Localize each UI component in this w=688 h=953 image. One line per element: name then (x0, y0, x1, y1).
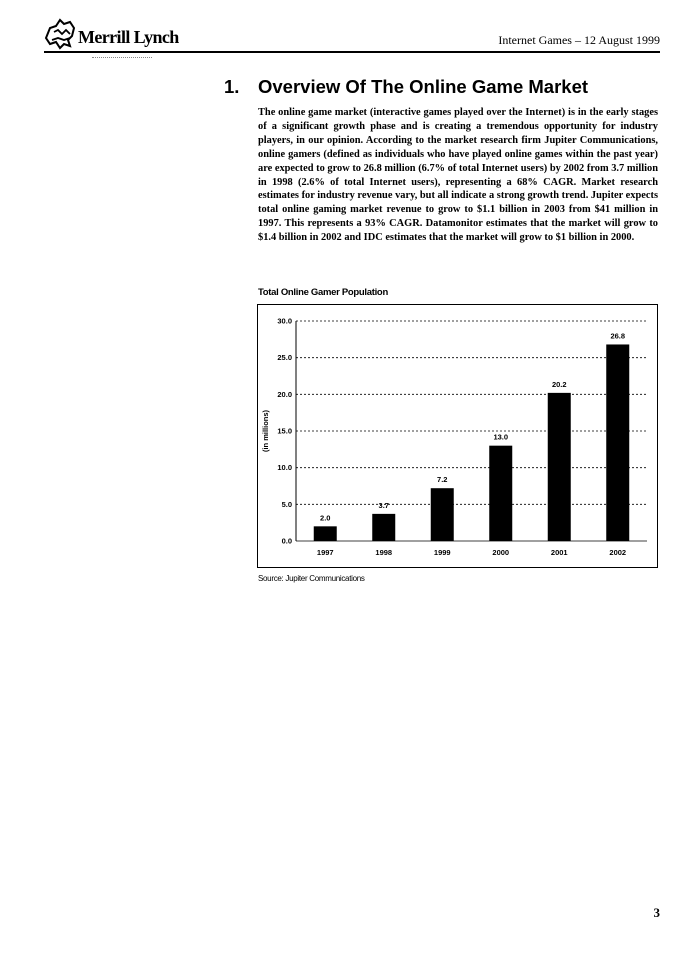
y-axis-label: (in millions) (261, 409, 270, 453)
y-tick-label: 0.0 (281, 536, 292, 546)
report-info: Internet Games – 12 August 1999 (498, 33, 660, 47)
bar-value-label: 20.2 (551, 379, 567, 389)
y-tick-label: 25.0 (277, 353, 292, 363)
bar-value-label: 26.8 (610, 331, 626, 341)
x-tick-label: 1997 (316, 548, 334, 557)
chart-title: Total Online Gamer Population (258, 287, 388, 298)
header-rule (44, 51, 660, 53)
bull-icon (44, 14, 78, 50)
bar (431, 488, 454, 541)
bar-value-label: 3.7 (378, 500, 389, 510)
page-number: 3 (653, 905, 660, 920)
body-paragraph: The online game market (interactive games played over the Internet) is in the early stages of a significant growth phase and is creating a tremendous opportunity for industry players, in our opinion. According to the market research firm Jupiter Communications, online gamers (defined as individuals who have played online games within the past year) are expected to grow to 26.8 million (6.7% of total Internet users) by 2002 from 3.7 million in 1998 (2.6% of total Internet users), representing a 68% CAGR. Market research estimates for industry revenue vary, but all indicate a strong growth trend. Jupiter expects total online gaming market revenue to grow to $1.1 billion in 2003 from $41 million in 1997. This represents a 93% CAGR. Datamonitor estimates that the market will grow to $1.4 billion in 2002 and IDC estimates that the market will grow to $1 billion in 2000. (258, 107, 658, 244)
bar-value-label: 2.0 (320, 513, 331, 523)
y-tick-label: 30.0 (277, 316, 292, 326)
bar-value-label: 13.0 (493, 432, 509, 442)
section-heading (224, 76, 588, 98)
y-tick-label: 20.0 (277, 389, 292, 399)
chart-frame (257, 304, 658, 568)
section-number: 1. (224, 76, 240, 97)
x-tick-label: 1998 (375, 548, 393, 557)
y-tick-label: 15.0 (277, 426, 292, 436)
x-tick-label: 2000 (492, 548, 510, 557)
bar (372, 514, 395, 541)
chart-source: Source: Jupiter Communications (258, 574, 365, 583)
bar (606, 344, 629, 541)
x-tick-label: 1999 (433, 548, 451, 557)
section-title: Overview Of The Online Game Market (258, 76, 589, 97)
brand-name: Merrill Lynch (78, 27, 179, 47)
x-tick-label: 2001 (550, 548, 568, 557)
bar (314, 526, 337, 541)
y-tick-label: 5.0 (281, 499, 292, 509)
bar-value-label: 7.2 (437, 475, 448, 485)
header-subrule (92, 57, 152, 58)
bar (548, 393, 571, 541)
bar (489, 446, 512, 541)
y-tick-label: 10.0 (277, 463, 292, 473)
bar-chart (258, 305, 657, 567)
x-tick-label: 2002 (609, 548, 627, 557)
